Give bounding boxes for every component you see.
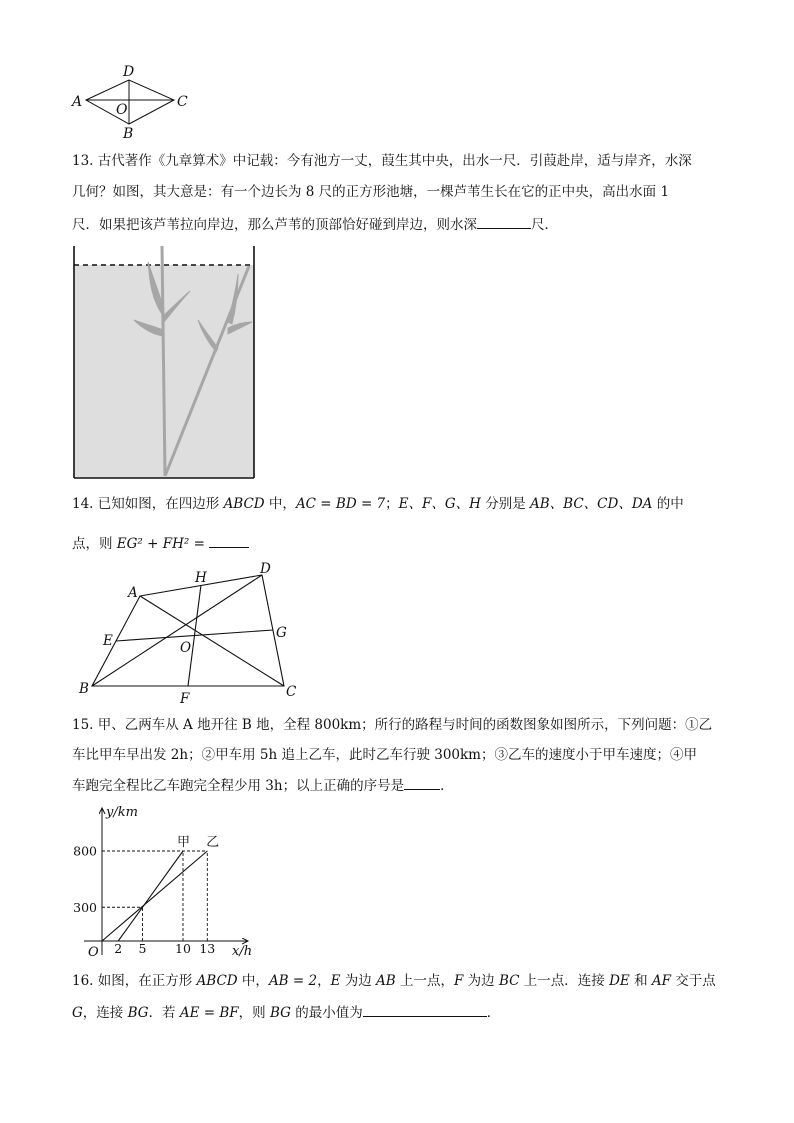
- series-label-yi: 乙: [206, 835, 220, 850]
- q13-line3-end: 尺．: [531, 217, 558, 233]
- q15-answer-blank[interactable]: [404, 775, 440, 790]
- q15-text: 车跑完全程比乙车跑完全程少用 3h；以上正确的序号是: [72, 778, 405, 794]
- q15-line2: 车比甲车早出发 2h；②甲车用 5h 追上乙车，此时乙车行驶 300km；③乙车的速度小于甲车速度；④甲: [72, 747, 697, 763]
- quad-label-F: F: [180, 691, 190, 707]
- q16-line1: [72, 971, 716, 991]
- q14-sides: AB、BC、CD、DA: [530, 496, 653, 512]
- label-D: D: [123, 64, 135, 80]
- q13-answer-blank[interactable]: [477, 214, 531, 229]
- x-tick-10: 10: [175, 941, 191, 956]
- x-tick-2: 2: [114, 941, 123, 956]
- q16-ab: AB = 2: [268, 973, 318, 989]
- quad-label-H: H: [195, 570, 207, 586]
- q14-text-c: 分别是: [480, 496, 531, 512]
- y-axis-label: y/km: [106, 805, 138, 820]
- q16-t11: ．若: [148, 1005, 180, 1021]
- q16-bg2: BG: [269, 1005, 291, 1021]
- q15-end: ．: [440, 778, 454, 794]
- q16-f: F: [454, 973, 464, 989]
- q14-text-a: 14. 已知如图，在四边形: [72, 496, 224, 512]
- q14-expr: EG² + FH² =: [116, 536, 205, 552]
- label-C: C: [177, 94, 188, 110]
- q16-cond: AE = BF: [179, 1005, 239, 1021]
- q16-t7: 上一点．连接: [519, 973, 610, 989]
- quad-label-A: A: [128, 585, 138, 601]
- quad-label-E: E: [103, 633, 113, 649]
- y-tick-800: 800: [73, 843, 97, 859]
- q16-g: G: [72, 1005, 83, 1021]
- q14-points: E、F、G、H: [398, 496, 481, 512]
- pond-reed-figure: [68, 244, 260, 480]
- quad-label-C: C: [286, 684, 297, 700]
- q16-abside: AB: [376, 973, 396, 989]
- q14-quad: ABCD: [223, 496, 265, 512]
- series-line-yi: [102, 851, 207, 941]
- q14-answer-blank[interactable]: [209, 533, 249, 548]
- q16-bcside: BC: [498, 973, 520, 989]
- label-B: B: [123, 126, 134, 142]
- y-tick-300: 300: [73, 899, 97, 915]
- q14-line1: 14. 已知如图，在四边形 ABCD 中，AC = BD = 7；E、F、G、H 分别是 AB、BC、CD、DA 的中: [72, 496, 684, 512]
- q14-text-d: 的中: [652, 496, 684, 512]
- q16-t5: 上一点，: [395, 973, 455, 989]
- label-A: A: [72, 94, 83, 110]
- q16-t10: ，连接: [82, 1005, 128, 1021]
- q14-text-e: 点，则: [72, 536, 117, 552]
- q13-line2: 几何？如图，其大意是：有一个边长为 8 尺的正方形池塘，一棵芦苇生长在它的正中央，高出水面 1: [72, 184, 670, 200]
- q16-t6: 为边: [463, 973, 499, 989]
- q13-line3: [72, 214, 558, 235]
- q14-text-b: 中，: [264, 496, 296, 512]
- q13-line3-text: 尺．如果把该芦苇拉向岸边，那么芦苇的顶部恰好碰到岸边，则水深: [72, 217, 477, 233]
- q16-t2: 中，: [237, 973, 269, 989]
- q16-t12: ，则: [238, 1005, 270, 1021]
- q16-end: ．: [486, 1005, 501, 1021]
- q16-e: E: [330, 973, 341, 989]
- quadrilateral-figure: [76, 560, 306, 708]
- q16-t3: ，: [317, 973, 331, 989]
- origin-label: O: [88, 945, 99, 960]
- x-tick-5: 5: [138, 941, 147, 956]
- q16-t13: 的最小值为: [290, 1005, 363, 1021]
- q14-line2: [72, 533, 249, 554]
- q16-square: ABCD: [196, 973, 238, 989]
- q14-given: AC = BD = 7: [295, 496, 386, 512]
- series-label-jia: 甲: [177, 835, 191, 850]
- quad-label-B: B: [79, 681, 89, 697]
- q16-t1: 16. 如图，在正方形: [72, 973, 197, 989]
- q16-de: DE: [609, 973, 630, 989]
- rhombus-figure: [66, 62, 196, 142]
- q16-t8: 和: [629, 973, 652, 989]
- q15-line3: [72, 775, 454, 796]
- quad-label-D: D: [260, 561, 271, 577]
- series-line-jia: [118, 851, 183, 941]
- distance-time-chart: [66, 800, 266, 960]
- q16-answer-blank[interactable]: [363, 1002, 487, 1017]
- q16-t9: 交于点: [671, 973, 716, 989]
- q13-line1: 13. 古代著作《九章算术》中记载：今有池方一丈，葭生其中央，出水一尺．引葭赴岸，适与岸齐，水深: [72, 153, 692, 169]
- label-O: O: [116, 102, 128, 118]
- q16-bg: BG: [127, 1005, 149, 1021]
- q16-af: AF: [651, 973, 671, 989]
- quad-label-G: G: [276, 625, 287, 641]
- x-axis-label: x/h: [232, 944, 253, 959]
- q16-t4: 为边: [340, 973, 377, 989]
- quad-label-O: O: [180, 640, 192, 656]
- x-tick-13: 13: [199, 941, 216, 956]
- q16-line2: [72, 1002, 500, 1023]
- q15-line1: 15. 甲、乙两车从 A 地开往 B 地，全程 800km；所行的路程与时间的函数图象如图所示，下列问题：①乙: [72, 717, 713, 733]
